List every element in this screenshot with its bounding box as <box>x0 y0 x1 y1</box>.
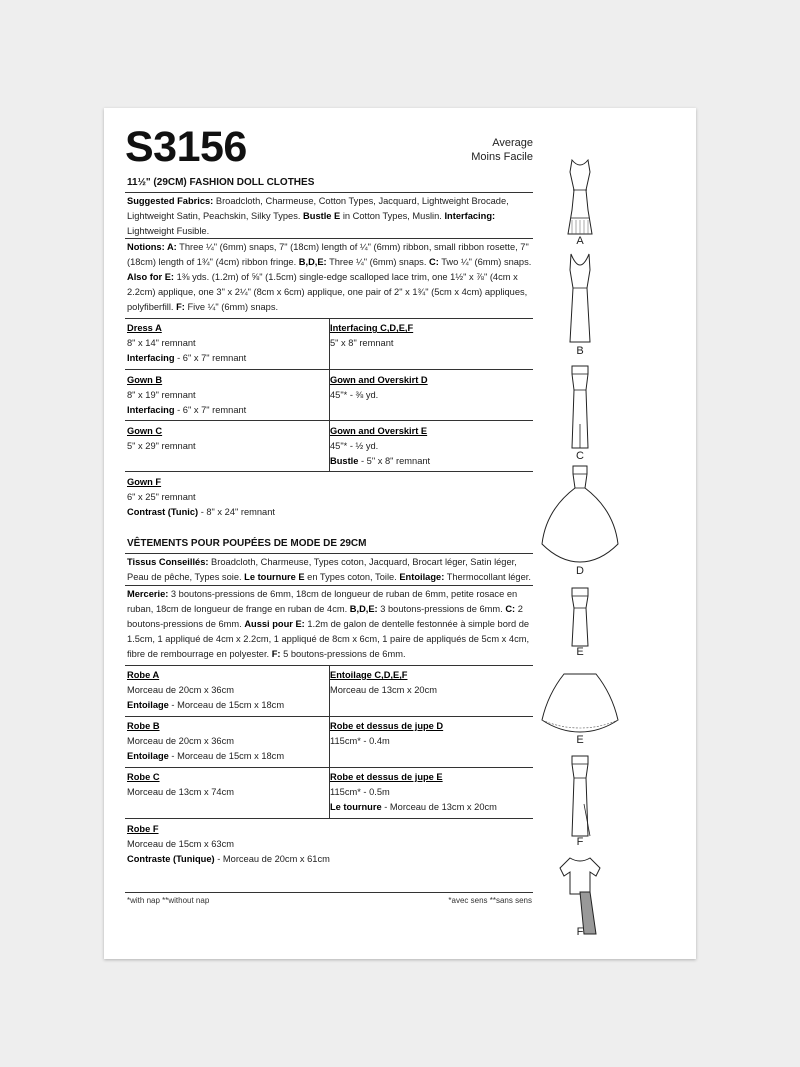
fabrics-interfacing-label: Interfacing: <box>444 211 496 221</box>
cell-line: 115cm* - 0.4m <box>330 736 390 746</box>
cell-line: Morceau de 20cm x 36cm <box>127 736 234 746</box>
cell-line: - 8" x 24" remnant <box>198 507 275 517</box>
gown-e-illustration <box>540 586 620 648</box>
cell-bold: Contrast (Tunic) <box>127 507 199 517</box>
notions-c-text: 2 boutons-pressions de 6mm. <box>127 604 523 629</box>
cell-heading: Gown and Overskirt D <box>330 375 428 385</box>
yardage-cell <box>127 424 325 454</box>
cell-line: - Morceau de 20cm x 61cm <box>214 854 330 864</box>
notions-bde-label: B,D,E: <box>349 604 378 614</box>
pattern-number: S3156 <box>125 123 247 171</box>
notions-bde-label: B,D,E: <box>298 257 327 267</box>
divider <box>125 192 533 193</box>
yardage-cell <box>330 424 528 469</box>
cell-heading: Gown and Overskirt E <box>330 426 428 436</box>
cell-heading: Robe F <box>127 824 159 834</box>
cell-heading: Robe C <box>127 772 160 782</box>
notions-a-label: A: <box>164 242 177 252</box>
divider <box>125 553 533 554</box>
table-divider <box>125 471 533 472</box>
cell-heading: Entoilage C,D,E,F <box>330 670 408 680</box>
fabrics-label: Tissus Conseillés: <box>127 557 209 567</box>
cell-heading: Gown C <box>127 426 163 436</box>
table-divider <box>125 420 533 421</box>
cell-line: - Morceau de 13cm x 20cm <box>381 802 497 812</box>
cell-line: Morceau de 13cm x 20cm <box>330 685 437 695</box>
notions-also-text: 1.2m de galon de dentelle festonnée à simple bord de 1.5cm, 1 appliqué de 4cm x 2.2cm, 1 appliqué de 8cm x 6cm, 1 paire de appliqués de 5cm x 4cm, fibre de rembourrage en polyester. <box>127 619 530 659</box>
cell-heading: Robe B <box>127 721 160 731</box>
cell-line: Morceau de 20cm x 36cm <box>127 685 234 695</box>
cell-heading: Dress A <box>127 323 162 333</box>
cell-heading: Gown B <box>127 375 163 385</box>
cell-bold: Entoilage <box>127 700 169 710</box>
yardage-cell <box>330 321 528 351</box>
fabrics-interfacing-label: Entoilage: <box>399 572 445 582</box>
yardage-cell <box>127 373 325 418</box>
table-divider <box>125 818 533 819</box>
figure-label: C <box>576 450 584 462</box>
gown-d-illustration <box>540 464 620 564</box>
cell-bold: Le tournure <box>330 802 382 812</box>
yardage-cell <box>127 770 325 800</box>
difficulty-label <box>420 136 533 164</box>
fabrics-text: Broadcloth, Charmeuse, Types coton, Jacquard, Brocart léger, Satin léger, Peau de pêche, Types soie. <box>127 557 517 582</box>
cell-line: - Morceau de 15cm x 18cm <box>168 700 285 710</box>
cell-line: 8" x 19" remnant <box>127 390 196 400</box>
difficulty-french: Moins Facile <box>471 151 533 163</box>
figure-label: F <box>576 926 584 938</box>
cell-line: 115cm* - 0.5m <box>330 787 390 797</box>
fabrics-bustle-label: Le tournure E <box>244 572 305 582</box>
cell-bold: Interfacing <box>127 405 175 415</box>
cell-heading: Robe et dessus de jupe D <box>330 721 444 731</box>
fabrics-bustle-text: en Types coton, Toile. <box>304 572 400 582</box>
cell-line: Morceau de 15cm x 63cm <box>127 839 234 849</box>
figure-label: A <box>576 235 584 247</box>
fabrics-interfacing-text: Lightweight Fusible. <box>127 226 210 236</box>
figure-label: E <box>576 646 584 658</box>
yardage-cell <box>127 321 325 366</box>
yardage-cell <box>330 719 528 749</box>
gown-c-illustration <box>540 364 620 450</box>
notions-bde-text: Three ¼" (6mm) snaps. <box>326 257 430 267</box>
difficulty-english: Average <box>492 137 533 149</box>
figure-label: B <box>576 345 584 357</box>
yardage-cell <box>127 668 325 713</box>
cell-bold: Bustle <box>330 456 359 466</box>
notions-c-text: Two ¼" (6mm) snaps. <box>438 257 532 267</box>
cell-line: 6" x 25" remnant <box>127 492 196 502</box>
figure-label: F <box>576 836 584 848</box>
yardage-cell <box>127 475 427 520</box>
cell-line: 45"* - ½ yd. <box>330 441 379 451</box>
english-fabrics <box>127 194 532 239</box>
notions-also-label: Also for E: <box>127 272 175 282</box>
notions-label: Notions: <box>127 242 165 252</box>
fabrics-bustle-label: Bustle E <box>303 211 341 221</box>
notions-f-text: 5 boutons-pressions de 6mm. <box>280 649 406 659</box>
cell-bold: Interfacing <box>127 353 175 363</box>
yardage-cell <box>330 668 528 698</box>
dress-a-illustration <box>540 158 620 238</box>
figure-label: D <box>576 565 584 577</box>
french-notions <box>127 587 532 662</box>
notions-a-text: 3 boutons-pressions de 6mm, 18cm de longueur de ruban de 6mm, petite rosace en ruban, 18cm de longueur de frange en ruban de 4cm. <box>127 589 518 614</box>
yardage-cell <box>127 822 427 867</box>
yardage-cell <box>330 770 528 815</box>
figure-label: E <box>576 734 584 746</box>
notions-f-label: F: <box>176 302 185 312</box>
cell-heading: Robe et dessus de jupe E <box>330 772 443 782</box>
table-divider <box>125 767 533 768</box>
table-divider <box>125 716 533 717</box>
yardage-cell <box>330 373 528 403</box>
notions-label: Mercerie: <box>127 589 169 599</box>
cell-line: 45"* - ⅜ yd. <box>330 390 379 400</box>
english-title: 11½" (29CM) FASHION DOLL CLOTHES <box>127 177 315 188</box>
cell-line: Morceau de 13cm x 74cm <box>127 787 234 797</box>
cell-line: - 6" x 7" remnant <box>174 353 247 363</box>
footer-divider <box>125 892 533 893</box>
cell-bold: Contraste (Tunique) <box>127 854 215 864</box>
notions-c-label: C: <box>505 604 516 614</box>
notions-f-label: F: <box>271 649 281 659</box>
notions-f-text: Five ¼" (6mm) snaps. <box>184 302 279 312</box>
yardage-cell <box>127 719 325 764</box>
gown-b-illustration <box>540 254 620 344</box>
table-divider <box>125 369 533 370</box>
cell-heading: Robe A <box>127 670 160 680</box>
cell-heading: Gown F <box>127 477 162 487</box>
cell-line: - 5" x 8" remnant <box>358 456 431 466</box>
french-fabrics <box>127 555 532 585</box>
french-title: VÊTEMENTS POUR POUPÉES DE MODE DE 29CM <box>127 538 367 549</box>
notions-a-text: Three ¼" (6mm) snaps, 7" (18cm) length of ¼" (6mm) ribbon, small ribbon rosette, 7" (18cm) length of 1¾" (4cm) ribbon fringe. <box>127 242 529 267</box>
fabrics-interfacing-text: Thermocollant léger. <box>444 572 531 582</box>
tunic-f-illustration <box>540 854 620 936</box>
notions-also-label: Aussi pour E: <box>244 619 305 629</box>
divider <box>125 238 533 239</box>
fabrics-text: Broadcloth, Charmeuse, Cotton Types, Jacquard, Lightweight Brocade, Lightweight Satin, Peachskin, Silky Types. <box>127 196 509 221</box>
footnote-english: *with nap **without nap <box>127 896 210 905</box>
cell-line: 5" x 8" remnant <box>330 338 394 348</box>
fabrics-label: Suggested Fabrics: <box>127 196 214 206</box>
english-notions <box>127 240 532 315</box>
cell-line: 8" x 14" remnant <box>127 338 196 348</box>
divider <box>125 585 533 586</box>
cell-line: 5" x 29" remnant <box>127 441 196 451</box>
cell-line: - Morceau de 15cm x 18cm <box>168 751 285 761</box>
notions-bde-text: 3 boutons-pressions de 6mm. <box>377 604 506 614</box>
notions-also-text: 1⅜ yds. (1.2m) of ⅝" (1.5cm) single-edge scalloped lace trim, one 1½" x ⅞" (4cm x 2.2cm) applique, one 3" x 2¼" (8cm x 6cm) applique, one pair of 2" x 1¾" (5cm x 4cm) appliques, polyfiberfill. <box>127 272 528 312</box>
overskirt-e-illustration <box>540 670 620 734</box>
fabrics-bustle-text: in Cotton Types, Muslin. <box>340 211 445 221</box>
notions-c-label: C: <box>429 257 439 267</box>
footnote-french: *avec sens **sans sens <box>448 896 532 905</box>
cell-bold: Entoilage <box>127 751 169 761</box>
cell-heading: Interfacing C,D,E,F <box>330 323 414 333</box>
gown-f-illustration <box>540 754 620 838</box>
cell-line: - 6" x 7" remnant <box>174 405 247 415</box>
